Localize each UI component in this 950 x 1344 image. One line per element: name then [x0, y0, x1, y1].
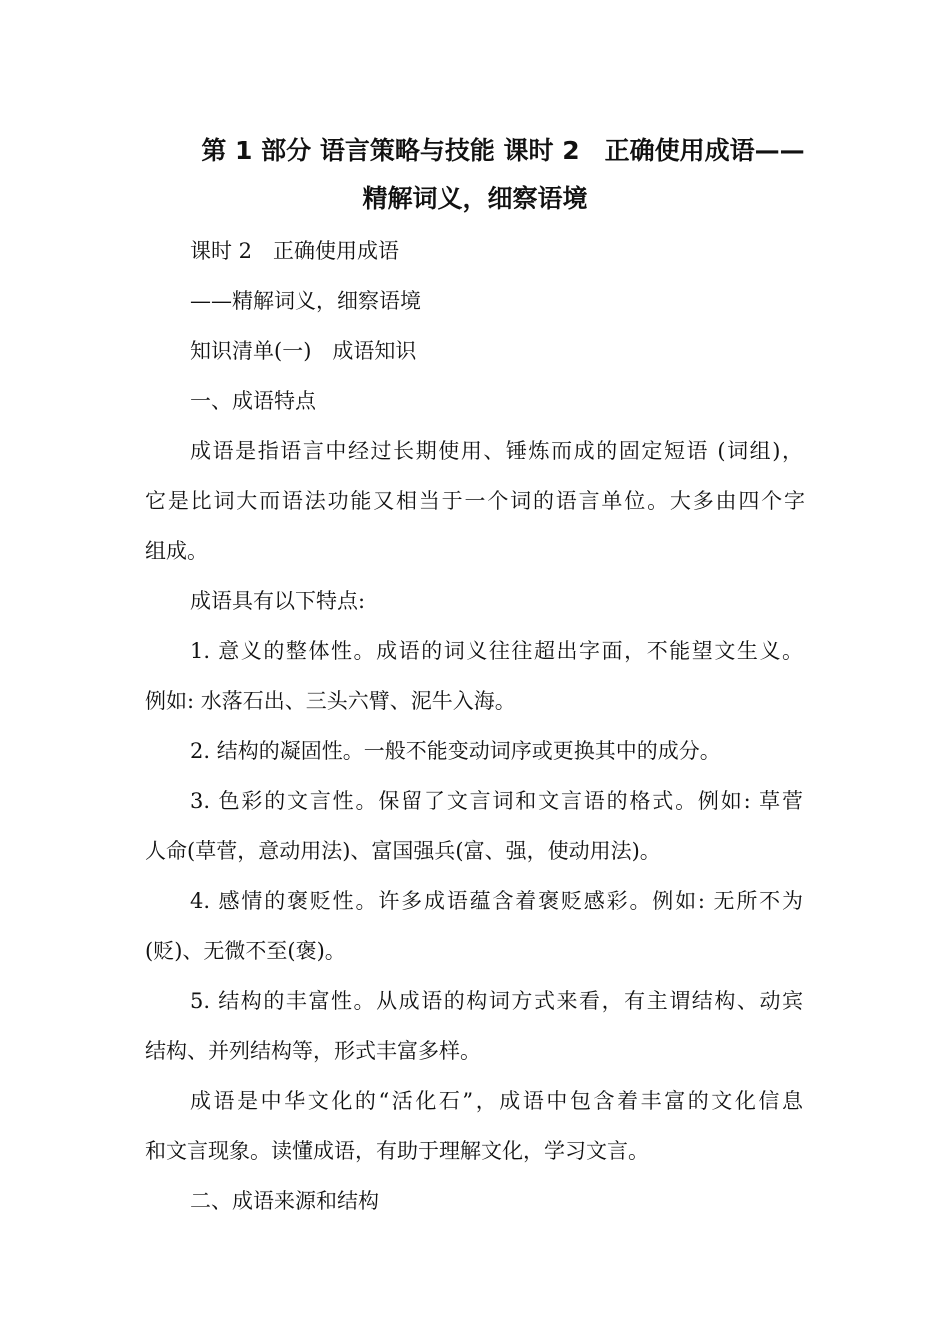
paragraph-line: 成语是指语言中经过长期使用、锤炼而成的固定短语 (词组)，: [190, 439, 803, 463]
list-item-line: 例如: 水落石出、三头六臂、泥牛入海。: [145, 689, 516, 713]
lesson-heading: 课时 2 正确使用成语: [190, 239, 400, 263]
list-item-line: 人命(草菅，意动用法)、富国强兵(富、强，使动用法)。: [145, 839, 661, 863]
document-title-line-1: 第 1 部分 语言策略与技能 课时 2 正确使用成语——: [201, 136, 805, 165]
list-item-line: 4. 感情的褒贬性。许多成语蕴含着褒贬感彩。例如: 无所不为: [190, 889, 803, 913]
list-item-line: (贬)、无微不至(褒)。: [145, 939, 346, 963]
list-item-line: 1. 意义的整体性。成语的词义往往超出字面，不能望文生义。: [190, 639, 803, 663]
knowledge-list-heading: 知识清单(一) 成语知识: [190, 339, 417, 363]
paragraph-line: 成语具有以下特点:: [190, 589, 366, 613]
paragraph-line: 它是比词大而语法功能又相当于一个词的语言单位。大多由四个字: [145, 489, 805, 513]
paragraph-line: 和文言现象。读懂成语，有助于理解文化，学习文言。: [145, 1139, 649, 1163]
list-item-line: 5. 结构的丰富性。从成语的构词方式来看，有主谓结构、动宾: [190, 989, 803, 1013]
section-heading-1: 一、成语特点: [190, 389, 316, 413]
lesson-subheading: ——精解词义，细察语境: [190, 289, 421, 313]
paragraph-line: 成语是中华文化的“活化石”，成语中包含着丰富的文化信息: [190, 1089, 803, 1113]
document-title-line-2: 精解词义，细察语境: [362, 184, 588, 213]
section-heading-2: 二、成语来源和结构: [190, 1189, 379, 1213]
list-item-line: 3. 色彩的文言性。保留了文言词和文言语的格式。例如: 草菅: [190, 789, 803, 813]
paragraph-line: 组成。: [145, 539, 208, 563]
list-item-line: 结构、并列结构等，形式丰富多样。: [145, 1039, 481, 1063]
list-item-line: 2. 结构的凝固性。一般不能变动词序或更换其中的成分。: [190, 739, 721, 763]
